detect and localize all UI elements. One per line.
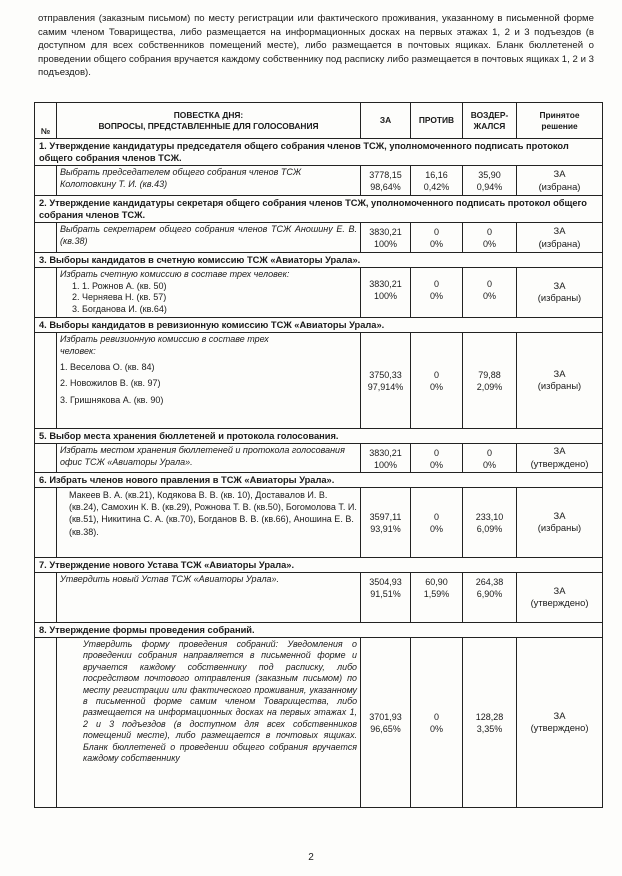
abstain-cell [463,487,517,557]
decision-value: ЗА [553,225,566,236]
abstain-cell [463,572,517,622]
section-title: 2. Утверждение кандидатуры секретаря общего собрания членов ТСЖ, уполномоченного подписать протокол общего собрания членов ТСЖ. [35,196,603,223]
abstain-value: 264,38 [475,576,504,587]
header-protiv: ПРОТИВ [411,103,463,139]
abstain-cell [463,443,517,472]
za-percent: 97,914% [367,382,404,393]
row-num [35,487,57,557]
list-item: 3. Гришнякова А. (кв. 90) [60,394,164,405]
list-item: 3. Богданова И. (кв.64) [72,304,167,315]
protiv-value: 0 [433,712,439,723]
section-title-row [35,196,603,223]
abstain-percent: 0% [482,459,496,470]
protiv-percent: 1,59% [423,588,450,599]
question-cell [57,268,361,318]
question-cell [57,332,361,428]
abstain-cell [463,637,517,807]
table-header-row [35,103,603,139]
protiv-percent: 0% [429,459,443,470]
decision-value: ЗА [553,584,566,596]
protiv-percent: 0% [429,291,443,301]
za-percent: 93,91% [370,524,401,535]
decision-value: ЗА [553,279,566,291]
za-value: 3750,33 [369,370,402,381]
abstain-percent: 6,09% [476,524,503,535]
abstain-cell [463,223,517,253]
za-percent: 96,65% [370,724,401,735]
header-agenda-line2: ВОПРОСЫ, ПРЕДСТАВЛЕННЫЕ ДЛЯ ГОЛОСОВАНИЯ [98,120,319,131]
candidate-list [60,281,357,316]
decision-cell [517,223,603,253]
table-row [35,637,603,807]
header-agenda-line1: ПОВЕСТКА ДНЯ: [173,109,244,120]
list-item: 2. Новожилов В. (кв. 97) [60,378,161,389]
section-title: 4. Выборы кандидатов в ревизионную комиссию ТСЖ «Авиаторы Урала». [35,317,603,332]
row-num [35,223,57,253]
decision-value: ЗА [553,367,566,379]
header-abstain-line1: ВОЗДЕР- [470,109,509,120]
protiv-cell [411,166,463,196]
table-row [35,487,603,557]
abstain-percent: 3,35% [476,724,503,735]
section-title-row [35,472,603,487]
header-decision [517,103,603,139]
decision-note: (избраны) [537,380,582,392]
protiv-percent: 0,42% [423,182,450,192]
protiv-value: 0 [433,447,439,458]
row-num [35,443,57,472]
decision-value: ЗА [553,168,566,179]
section-title-row [35,428,603,443]
abstain-value: 0 [486,447,492,458]
decision-cell [517,332,603,428]
row-num [35,332,57,428]
decision-note: (избрана) [538,180,581,192]
table-row [35,572,603,622]
list-item: 2. Черняева Н. (кв. 57) [72,292,167,303]
protiv-percent: 0% [429,524,443,535]
abstain-value: 233,10 [475,512,504,523]
protiv-cell [411,223,463,253]
section-title-row [35,253,603,268]
protiv-value: 60,90 [425,576,448,587]
candidate-list [60,361,357,406]
za-cell [361,332,411,428]
za-cell [361,223,411,253]
za-value: 3830,21 [369,227,402,237]
protiv-cell [411,268,463,318]
question-text: Избрать ревизионную комиссию в составе трех человек: [60,333,269,356]
abstain-value: 128,28 [475,712,504,723]
abstain-percent: 0% [482,291,496,301]
abstain-value: 0 [486,279,492,289]
section-title: 1. Утверждение кандидатуры председателя общего собрания членов ТСЖ, уполномоченного подписать протокол общего собрания членов ТСЖ. [35,139,603,166]
question-text: Избрать местом хранения бюллетеней и протокола голосования офис ТСЖ «Авиаторы Урала». [57,443,361,472]
header-abstain-line2: ЖАЛСЯ [473,120,506,131]
decision-value: ЗА [553,509,566,521]
za-value: 3778,15 [369,170,402,180]
za-cell [361,487,411,557]
list-item: 1. Веселова О. (кв. 84) [60,362,155,373]
za-value: 3701,93 [369,712,402,723]
za-cell [361,637,411,807]
row-num [35,637,57,807]
header-abstain [463,103,517,139]
protiv-cell [411,572,463,622]
protiv-cell [411,487,463,557]
za-percent: 100% [373,239,398,249]
decision-note: (избраны) [537,522,582,534]
abstain-percent: 6,90% [476,588,503,599]
decision-cell [517,443,603,472]
protiv-percent: 0% [429,382,443,393]
table-row [35,166,603,196]
decision-note: (утверждено) [530,722,589,734]
table-row [35,268,603,318]
table-row [35,443,603,472]
za-percent: 91,51% [370,588,401,599]
protiv-percent: 0% [429,239,443,249]
protiv-cell [411,443,463,472]
section-title: 6. Избрать членов нового правления в ТСЖ «Авиаторы Урала». [35,472,603,487]
za-value: 3597,11 [369,512,402,523]
decision-value: ЗА [553,709,566,721]
abstain-cell [463,166,517,196]
list-item: 1. 1. Рожнов А. (кв. 50) [72,280,167,291]
za-cell [361,268,411,318]
section-title-row [35,139,603,166]
row-num [35,572,57,622]
decision-cell [517,487,603,557]
question-text: Утвердить форму проведения собраний: Уведомления о проведении собрания направляется в письменной форме и вручается каждому собственнику под расписку, либо посредством почтового отправления (заказным письмом) по месту регистрации или фактического проживания, указанному в письменной форме самим членом Товарищества, либо размещается на информационных досках на первых этажах 1, 2 и 3 подъездов (в доступном для всех собственников помещений месте), либо размещается в почтовых ящиках. Бланк бюллетеней о проведении общего собрания вручается каждому собственнику [57,637,361,807]
za-percent: 98,64% [370,182,401,192]
header-decision-line1: Принятое [539,109,580,120]
protiv-cell [411,332,463,428]
section-title-row [35,557,603,572]
protiv-value: 0 [433,227,439,237]
decision-note: (избрана) [538,237,581,249]
za-percent: 100% [373,459,398,470]
section-title-row [35,317,603,332]
decision-note: (утверждено) [530,457,589,469]
decision-cell [517,166,603,196]
row-num [35,166,57,196]
za-cell [361,443,411,472]
za-value: 3830,21 [369,279,402,289]
intro-paragraph: отправления (заказным письмом) по месту регистрации или фактического проживания, указанному в письменной форме самим членом Товарищества, либо размещается на информационных досках на первых этажах 1, 2 и 3 подъездов (в доступном для всех собственников помещений месте), либо размещается в почтовых ящиках. Бланк бюллетеней о проведении общего собрания вручается каждому собственнику под расписку либо размещается в почтовых ящиках 1, 2 и 3 подъездов). [38,13,594,79]
abstain-percent: 0% [482,239,496,249]
voting-table [34,102,603,808]
row-num [35,268,57,318]
decision-note: (избраны) [537,292,582,304]
section-title: 3. Выборы кандидатов в счетную комиссию ТСЖ «Авиаторы Урала». [35,253,603,268]
section-title: 7. Утверждение нового Устава ТСЖ «Авиаторы Урала». [35,557,603,572]
za-cell [361,572,411,622]
za-cell [361,166,411,196]
page-number: 2 [308,852,314,863]
question-text: Макеев В. А. (кв.21), Кодякова В. В. (кв. 10), Доставалов И. В. (кв.24), Самохин К. В. (кв.29), Рожнова Т. В. (кв.50), Богомолова Т. И. (кв.51), Никитина С. А. (кв.70), Богданов В. В. (кв.66), Аношина Е. В. (кв.38). [57,487,361,557]
section-title: 5. Выбор места хранения бюллетеней и протокола голосования. [35,428,603,443]
question-text: Выбрать секретарем общего собрания членов ТСЖ Аношину Е. В. (кв.38) [57,223,361,253]
abstain-value: 35,90 [478,170,501,180]
abstain-percent: 0,94% [476,182,503,192]
table-row [35,223,603,253]
header-agenda [57,103,361,139]
protiv-value: 0 [433,370,439,381]
question-text: Выбрать председателем общего собрания членов ТСЖ Колотовкину Т. И. (кв.43) [57,166,361,196]
protiv-value: 0 [433,512,439,523]
header-za: ЗА [361,103,411,139]
abstain-value: 0 [486,227,492,237]
abstain-value: 79,88 [478,370,501,381]
abstain-percent: 2,09% [476,382,503,393]
za-value: 3830,21 [369,447,402,458]
abstain-cell [463,268,517,318]
decision-note: (утверждено) [530,597,589,609]
header-num: № [35,103,57,139]
decision-value: ЗА [553,445,566,457]
abstain-cell [463,332,517,428]
protiv-cell [411,637,463,807]
decision-cell [517,268,603,318]
header-decision-line2: решение [541,120,578,131]
question-text: Избрать счетную комиссию в составе трех человек: [60,269,290,279]
decision-cell [517,637,603,807]
section-title: 8. Утверждение формы проведения собраний. [35,622,603,637]
za-percent: 100% [373,291,398,301]
decision-cell [517,572,603,622]
protiv-percent: 0% [429,724,443,735]
table-row [35,332,603,428]
protiv-value: 16,16 [425,170,448,180]
question-text: Утвердить новый Устав ТСЖ «Авиаторы Урала». [57,572,361,622]
section-title-row [35,622,603,637]
za-value: 3504,93 [369,576,402,587]
protiv-value: 0 [433,279,439,289]
